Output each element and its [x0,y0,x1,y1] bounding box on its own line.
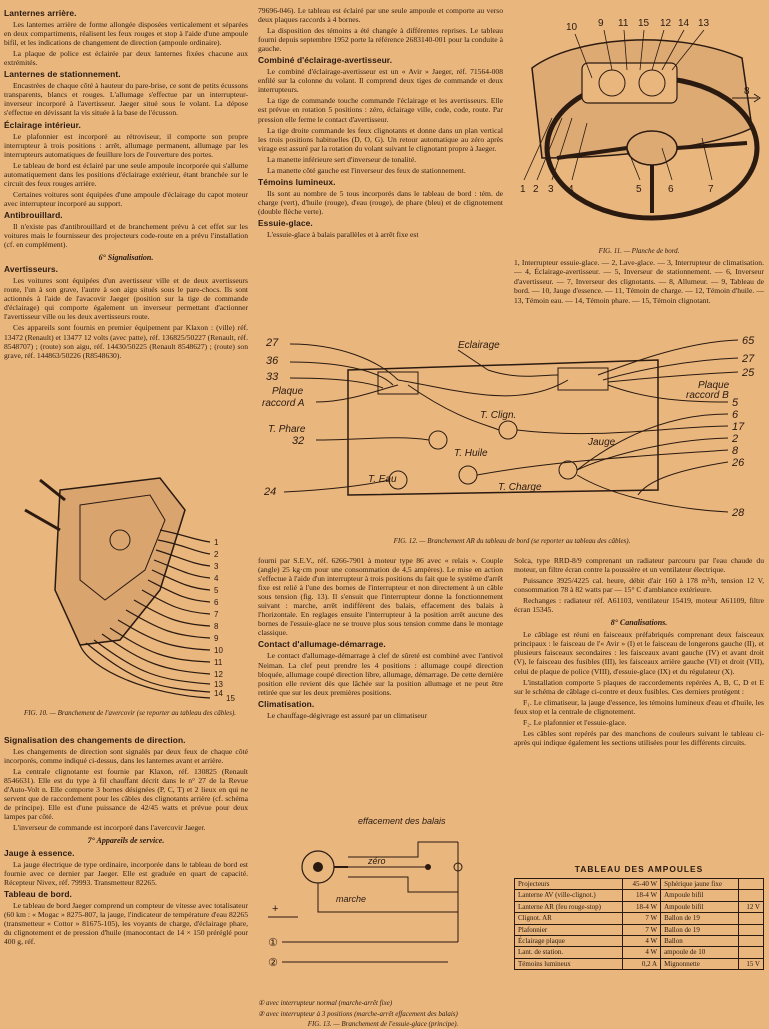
figure-13-drawing [258,812,508,992]
figure-10-drawing [10,470,250,702]
table-row [515,890,764,901]
table-row [515,901,764,912]
figure-13 [258,812,508,1029]
table-cell-volt [739,879,764,890]
table-row [515,924,764,935]
ampoules-table [514,878,764,970]
table-cell-volt [739,913,764,924]
fig12-label: 28 [732,507,745,519]
fig11-num: 15 [638,18,650,29]
fig13-label-effacement: effacement des balais [358,816,446,826]
paragraph: Le chauffage-dégivrage est assuré par un climatiseur [267,710,428,720]
fig11-num: 6 [668,184,674,195]
fig10-num: 15 [226,694,235,702]
table-cell-volt [739,936,764,947]
paragraph: Le combiné d'éclairage-avertisseur est un « Avir » Jaeger, réf. 71564-008 enfilé sur la colonne du volant. Il comprend deux tiges de commande et deux interrupteurs. [258,67,503,95]
paragraph: L'installation comporte 5 plaques de raccordements repérées A, B, C, D et E sur le schéma de câblage ci-contre et deux fusibles. Ces derniers protègent : [514,677,764,696]
paragraph: Rechanges : radiateur réf. A61103, ventilateur 15419, moteur A61109, filtre écran 15345. [514,596,764,615]
fig12-label: 5 [732,397,739,409]
fig10-num: 1 [214,538,219,547]
table-cell-watts: 18-4 W [623,890,661,901]
middle-column-bottom [258,556,503,722]
table-cell-volt [739,947,764,958]
figure-12-drawing [258,330,766,530]
fig11-num: 4 [568,184,574,195]
table-row [515,913,764,924]
table-cell-item: Témoins lumineux [515,958,623,969]
fig12-label: 65 [742,335,755,347]
paragraph: La tige de commande touche commande l'éclairage et les avertisseurs. Elle est prévue en rotation 5 positions : zéro, éclairage ville, code, code, route. Par pression elle ferme le contact d'avertisseur. [258,96,503,124]
section-signalisation: 6° Signalisation. [98,253,154,263]
figure-12 [258,330,766,546]
fig10-num: 7 [214,610,219,619]
fig13-label-marche: marche [336,894,367,904]
paragraph: La tige droite commande les feux clignotants et donne dans un plan vertical les trois positions habituelles (D, O, G). Un retour automatique au zéro après virage est assuré par la rotation du volant suivant le clignotant propre à Jaeger. [258,125,503,153]
figure-10-caption: FIG. 10. — Branchement de l'avercovir (se reporter au tableau des câbles). [23,709,237,717]
section-canalisations: 8° Canalisations. [610,618,668,628]
fig11-num: 14 [678,18,690,29]
ampoules-table-block [514,864,764,970]
heading-eclairage-interieur: Éclairage intérieur. [4,119,81,130]
table-cell-item: Clignot. AR [515,913,623,924]
fig12-label: raccord A [262,398,305,409]
table-cell-type: Ampoule bifil [661,890,739,901]
fig12-label: T. Eau [368,474,397,485]
fig10-num: 5 [214,586,219,595]
fig12-label: 25 [742,367,755,379]
fig12-label: 6 [732,409,739,421]
heading-lanternes-arriere: Lanternes arrière. [4,8,77,18]
figure-11 [512,8,766,254]
paragraph: La manette côté gauche est l'inverseur des feux de stationnement. [267,165,466,175]
fig12-label: Plaque [698,380,730,391]
paragraph: La plaque de police est éclairée par deux lanternes fixées chacune aux extrémités. [4,49,248,68]
paragraph: L'essuie-glace à balais parallèles et à arrêt fixe est [267,230,419,240]
table-cell-watts: 4 W [623,947,661,958]
heading-antibrouillard: Antibrouillard. [4,209,63,220]
table-cell-item: Lanterne AV (ville-clignot.) [515,890,623,901]
table-cell-item: Plafonnier [515,924,623,935]
fig13-num-2: ② [268,957,278,969]
fig11-num: 11 [618,18,629,29]
fig11-num: 9 [598,18,604,29]
fig12-label: 27 [742,353,755,365]
heading-avertisseurs: Avertisseurs. [4,264,59,275]
fig12-label: 2 [732,433,739,445]
fig12-label: 27 [266,337,279,349]
fig12-label: T. Clign. [480,410,517,421]
fig13-label-zero: zéro [368,856,386,866]
heading-tableau-bord: Tableau de bord. [4,888,72,899]
ampoules-table-title: TABLEAU DES AMPOULES [574,864,704,874]
fig12-label: T. Phare [268,424,306,435]
table-cell-item: Éclairage plaque [515,936,623,947]
table-cell-type: Ballon [661,936,739,947]
paragraph: Le contact d'allumage-démarrage à clef de sûreté est combiné avec l'antivol Neiman. La clef peut prendre les 4 positions : allumage coupé direction bloquée, allumage coupé direction libre, allumage, démarrage. De cette dernière position elle revient dès que lâchée sur la position allumage et ne peut être retirée que sur les deux premières positions. [258,651,503,697]
paragraph: Puissance 3925/4225 cal. heure, débit d'air 160 à 178 m³/h, tension 12 V, consommation 78 à 82 watts par — 15° C d'ambiance extérieure. [514,576,764,595]
fig11-num: 3 [548,184,554,195]
fig10-num: 11 [214,658,223,667]
table-cell-volt: 12 V [739,901,764,912]
table-cell-type: Ampoule bifil [661,901,739,912]
figure-13-note-1: ① avec interrupteur normal (marche-arrêt fixe) [258,999,393,1007]
table-cell-watts: 4 W [623,936,661,947]
paragraph: Il n'existe pas d'antibrouillard et de branchement prévu à cet effet sur les voitures mais le fournisseur des projecteurs code-route en a prévu l'installation (cf. en complément). [4,221,248,250]
paragraph: Le plafonnier est incorporé au rétroviseur, il comporte son propre interrupteur à trois positions : arrêt, allumage permanent, allumage par les interrupteurs automatiques de feuillure lors de l'ouverture des portes. [4,131,248,159]
fig11-num: 12 [660,18,672,29]
fig13-plus: + [272,903,279,915]
fig12-label: 17 [732,421,745,433]
fig12-label: raccord B [686,390,729,401]
figure-11-drawing [512,8,766,240]
paragraph: Les voitures sont équipées d'un avertisseur ville et de deux avertisseurs route, l'un à son grave, l'autre à son aigu situés sous le pare-chocs. Ils sont actionnés à l'aide de l'avacovir Jaeger (position sur la tige de commande d'éclairage) qui comporte également un inverseur permettant d'actionner l'avertisseur ville ou les deux avertisseurs route. [4,276,248,322]
fig12-label: 36 [266,355,279,367]
paragraph: Ces appareils sont fournis en premier équipement par Klaxon : (ville) réf. 13472 (Renault) et 13477 12 volts (avec patte), réf. 136825/50227 (Renault, réf. 8548707) ; (route) son aigu, réf. 14430/50225 (Renault 8548627) ; (route) son grave, réf. 144863/50226 (R8548630). [4,323,248,360]
heading-combine-eclairage: Combiné d'éclairage-avertisseur. [258,55,393,66]
heading-jauge-essence: Jauge à essence. [4,847,75,858]
paragraph: La jauge électrique de type ordinaire, incorporée dans le tableau de bord est fournie avec ce dernier par Jaeger. Elle est graduée en quart de capacité. Récepteur Nivex, réf. 79993. Transmetteur 82265. [4,859,248,887]
table-row [515,879,764,890]
paragraph: Le tableau de bord Jaeger comprend un compteur de vitesse avec totalisateur (60 km : « Mogac » 8275-807, la jauge, l'indicateur de température d'eau 82265 (transmetteur « Cottor » 81675-105), les voyants de charge, d'éclairage phare, du clignotement et de pression d'huile (manocontact de 14 × 150 préréglé pour 400 g, réf. [4,900,248,946]
fig11-num: 5 [636,184,642,195]
table-cell-type: Mignonnette [661,958,739,969]
left-column-top [4,6,248,362]
fig10-num: 13 [214,680,223,689]
table-cell-type: Sphérique jaune fixe [661,879,739,890]
fig11-num: 8 [744,86,750,97]
table-row [515,936,764,947]
table-cell-type: Ballon de 19 [661,913,739,924]
fig12-label: Jauge [588,437,616,448]
heading-lanternes-stationnement: Lanternes de stationnement. [4,69,121,80]
table-cell-type: Ballon de 19 [661,924,739,935]
fig10-num: 10 [214,646,223,655]
fig11-num: 10 [566,22,578,33]
paragraph: Les câbles sont repérés par des manchons de couleurs suivant le tableau ci-après qui indique également les sections utilisées pour les différents circuits. [514,728,764,747]
fig13-num-1: ① [268,937,278,949]
fig12-label: 33 [266,371,279,383]
paragraph: La centrale clignotante est fournie par Klaxon, réf. 130825 (Renault 8546631). Elle est du type à fil chauffant décrit dans le n° 27 de la Revue d'Auto-Volt n. Elle comporte 3 bornes désignées (P, C, T) et 2 lieux en qui ne servent que de raccordement pour les câbles des clignotants arrière (cf. schéma de principe). Elle est d'une puissance de 42/45 watts et prévue pour deux lampes par côté. [4,767,248,822]
table-cell-watts: 7 W [623,913,661,924]
fig11-num: 7 [708,184,714,195]
table-cell-type: ampoule de 10 [661,947,739,958]
heading-essuie-glace: Essuie-glace. [258,217,313,228]
fig11-num: 1 [520,184,526,195]
fig10-num: 14 [214,689,223,698]
table-cell-item: Lanterne AR (feu rouge-stop) [515,901,623,912]
left-column-bottom [4,733,248,948]
middle-column-top [258,6,503,241]
fig12-label: 8 [732,445,739,457]
paragraph: fourni par S.E.V., réf. 6266-7901 à moteur type 86 avec « relais ». Couple (angle) 25 kg·cm pour une consommation de 4,5 ampères). Le mise en action s'effectue à l'aide d'un interrupteur à trois positions du fait que le système d'arrêt fixe est relié à l'une des bornes de l'interrupteur et non directement à un câble sous tension (fig. 13). Il s'ensuit que l'interrupteur donne la fonctionnement suivant : marche, arrêt indifférent des balais, effacement des balais à l'horizontale. En reglages ensuite l'interrupteur à la position arrêt aucune des bornes de l'essuie-glace ne se trouve plus sous tension comme dans le montage classique. [258,556,503,638]
table-cell-item: Lant. de station. [515,947,623,958]
fig12-label: T. Charge [498,482,542,493]
table-cell-watts: 7 W [623,924,661,935]
fig12-label: Plaque [272,386,304,397]
paragraph: Certaines voitures sont équipées d'une ampoule d'éclairage du capot moteur avec interrupteur incorporé au support. [4,189,248,208]
fig10-num: 6 [214,598,219,607]
paragraph: Solca, type RRD-8/9 comprenant un radiateur parcouru par l'eau chaude du moteur, un filtre écran contre la poussière et un ventilateur électrique. [514,556,764,575]
right-column [514,556,764,749]
paragraph: Le tableau de bord est éclairé par une seule ampoule incorporée qui s'allume automatiquement dans les positions d'éclairage extérieur, étant branchée sur le circuit des feux rouges arrière. [4,160,248,188]
table-cell-volt: 15 V [739,958,764,969]
paragraph: 79696-046). Le tableau est éclairé par une seule ampoule et comporte au verso deux plaques raccords à 4 bornes. [258,6,503,25]
heading-contact-allumage: Contact d'allumage-démarrage. [258,639,386,650]
fig10-num: 4 [214,574,219,583]
paragraph: Les lanternes arrière de forme allongée disposées verticalement et séparées en deux compartiments, réalisent les feux rouges et stop à l'aide d'une ampoule bifil, et les indications de changement de direction (ampoule ordinaire). [4,20,248,48]
table-row [515,958,764,969]
fig10-num: 12 [214,670,223,679]
fig12-label: 26 [732,457,745,469]
table-cell-watts: 18-4 W [623,901,661,912]
table-cell-volt [739,924,764,935]
fig10-num: 9 [214,634,219,643]
figure-11-caption: FIG. 11. — Planche de bord. [598,247,680,255]
fig10-num: 3 [214,562,219,571]
paragraph: L'inverseur de commande est incorporé dans l'avercovir Jaeger. [13,823,206,833]
table-cell-watts: 0,2 A [623,958,661,969]
heading-temoins-lumineux: Témoins lumineux. [258,176,336,187]
fig12-label: T. Huile [454,448,488,459]
paragraph: Les changements de direction sont signalés par deux feux de chaque côté incorporés, comme indiqué ci-dessus, dans les lanternes avant et arrière. [4,747,248,766]
table-row [515,947,764,958]
fig12-label: 24 [264,486,277,498]
figure-10 [10,470,250,726]
fig12-label: Eclairage [458,340,500,351]
fig10-num: 2 [214,550,219,559]
paragraph: Ils sont au nombre de 5 tous incorporés dans le tableau de bord : tém. de charge (vert), d'huile (rouge), d'eau (rouge), de phare (bleu) et de clignotement (double flèche verte). [258,188,503,216]
figure-13-caption: FIG. 13. — Branchement de l'essuie-glace (principe). [307,1020,459,1029]
paragraph: Encastrées de chaque côté à hauteur du pare-brise, ce sont de petits écussons transparents, blancs et rouges. L'allumage s'effectue par un interrupteur-inverseur incorporé à l'avertisseur. Jaeger situé sous le volant. La dépose s'effectue en dévissant la vis située à la base de l'écusson. [4,81,248,118]
paragraph: F₁. Le climatiseur, la jauge d'essence, les témoins lumineux d'eau et d'huile, les feux stop et la centrale de clignotement. [514,697,764,716]
paragraph: La manette inférieure sert d'inverseur de tonalité. [267,154,417,164]
paragraph: F₂. Le plafonnier et l'essuie-glace. [523,717,627,727]
figure-12-caption: FIG. 12. — Branchement AR du tableau de bord (se reporter au tableau des câbles). [393,537,631,545]
paragraph: La disposition des témoins a été changée à différentes reprises. Le tableau fourni depuis septembre 1952 porte la référence 2683140-001 pour la conduite à gauche. [258,26,503,54]
paragraph: Le câblage est réuni en faisceaux préfabriqués comprenant deux faisceaux principaux : le faisceau de l'« Avir » (I) et le faisceau de longerons gauche (II), et plusieurs faisceaux secondaires : les faisceaux avant gauche (IV) et avant droit (V), le faisceau des fusibles (III), les faisceaux arrière gauche (VI) et droit (VII), celui de plaque de police (VIII), d'essuie-glace (IX) et du régulateur (X). [514,630,764,676]
table-cell-watts: 45-40 W [623,879,661,890]
fig11-num: 2 [533,184,539,195]
fig11-num: 13 [698,18,710,29]
section-appareils-service: 7° Appareils de service. [87,836,165,846]
heading-climatisation: Climatisation. [258,698,315,709]
fig10-num: 8 [214,622,219,631]
fig12-label: 32 [292,435,305,447]
heading-signalisation-changements: Signalisation des changements de direction. [4,735,186,745]
table-cell-item: Projecteurs [515,879,623,890]
table-cell-volt [739,890,764,901]
figure-13-note-2: ② avec interrupteur à 3 positions (marche-arrêt effacement des balais) [258,1009,458,1018]
figure-11-legend: 1, Interrupteur essuie-glace. — 2, Lave-glace. — 3, Interrupteur de climatisation. — 4, Éclairage-avertisseur. — 5, Inverseur de stationnement. — 6, Inverseur d'avertisseur. — 7, Inverseur des clignotants. — 8, Allumeur. — 9, Tableau de bord. — 10, Jauge d'essence. — 11, Témoin de charge. — 12, Témoin d'huile. — 13, Témoin eau. — 14, Témoin phare. — 15, Témoin clignotant. [514,258,764,305]
